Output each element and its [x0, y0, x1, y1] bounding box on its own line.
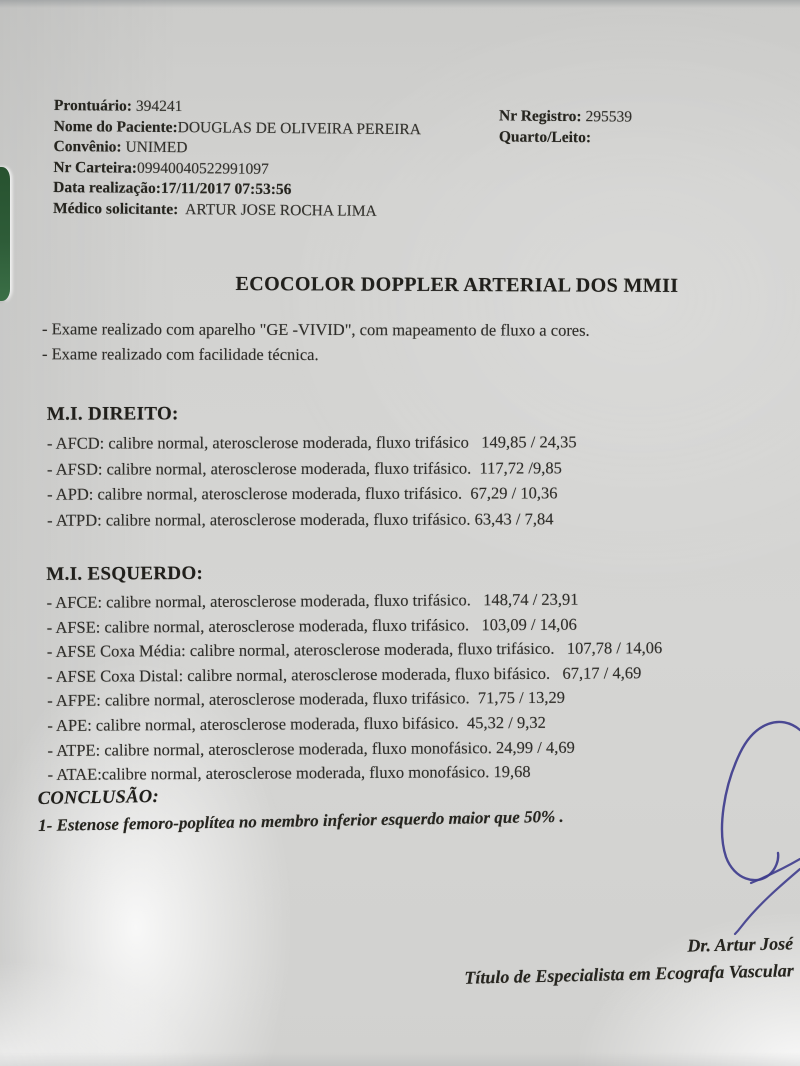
section-heading-direito: M.I. DIREITO: — [46, 403, 179, 425]
field-label: Quarto/Leito: — [498, 128, 592, 147]
signature-block — [464, 930, 795, 990]
field-value: 394241 — [131, 97, 183, 116]
exam-note-line: - Exame realizado com aparelho "GE -VIVID", com mapeamento de fluxo a cores. — [42, 319, 590, 340]
section-mi-esquerdo — [46, 560, 663, 788]
field-label: Prontuário: — [53, 96, 133, 115]
conclusion-line: 1- Estenose femoro-poplítea no membro inferior esquerdo maior que 50% . — [38, 806, 564, 835]
field-medico-solicitante — [53, 199, 420, 223]
signature-doctor-name: Dr. Artur José — [687, 933, 794, 956]
section-mi-direito — [47, 402, 577, 533]
artery-finding-line: - AFPE: calibre normal, aterosclerose moderada, fluxo trifásico. 71,75 / 13,29 — [47, 688, 565, 711]
patient-info-block — [53, 96, 421, 223]
field-quarto-leito — [499, 126, 632, 148]
field-convenio — [53, 137, 420, 161]
exam-notes — [42, 317, 590, 367]
artery-finding-line: - ATAE:calibre normal, aterosclerose moderada, fluxo monofásico. 19,68 — [47, 762, 531, 785]
conclusion-heading: CONCLUSÃO: — [37, 786, 160, 810]
pen-signature-icon — [665, 706, 800, 941]
findings-esquerdo — [46, 587, 663, 788]
field-value: UNIMED — [121, 138, 188, 157]
field-prontuario — [54, 96, 421, 120]
field-value: ARTUR JOSE ROCHA LIMA — [178, 201, 377, 220]
field-nr-registro — [499, 105, 632, 127]
field-value: 17/11/2017 07:53:56 — [160, 180, 292, 199]
field-label: Nr Carteira: — [53, 158, 138, 177]
conclusion-block — [38, 780, 564, 838]
artery-finding-line: - AFSD: calibre normal, aterosclerose moderada, fluxo trifásico. 117,72 /9,85 — [46, 457, 562, 479]
field-value: 295539 — [581, 108, 633, 126]
field-label: Convênio: — [53, 138, 122, 156]
artery-finding-line: - AFCE: calibre normal, aterosclerose moderada, fluxo trifásico. 148,74 / 23,91 — [46, 589, 579, 612]
artery-finding-line: - AFSE: calibre normal, aterosclerose moderada, fluxo trifásico. 103,09 / 14,06 — [46, 614, 577, 637]
field-label: Médico solicitante: — [52, 199, 179, 219]
conclusion-items — [38, 804, 564, 838]
section-heading-esquerdo: M.I. ESQUERDO: — [46, 562, 204, 585]
findings-direito — [47, 429, 577, 533]
signature-doctor-title: Título de Especialista em Ecografa Vascular — [464, 959, 795, 988]
report-title: ECOCOLOR DOPPLER ARTERIAL DOS MMII — [235, 273, 679, 297]
artery-finding-line: - AFSE Coxa Distal: calibre normal, aterosclerose moderada, fluxo bifásico. 67,17 / 4,69 — [46, 663, 642, 686]
field-label: Nome do Paciente: — [53, 117, 178, 136]
field-value: DOUGLAS DE OLIVEIRA PEREIRA — [177, 118, 422, 138]
exam-note-line: - Exame realizado com facilidade técnica. — [41, 343, 319, 364]
field-label: Data realização: — [53, 179, 162, 198]
artery-finding-line: - APE: calibre normal, aterosclerose moderada, fluxo bifásico. 45,32 / 9,32 — [47, 712, 546, 735]
field-value: 09940040522991097 — [136, 159, 269, 178]
artery-finding-line: - APD: calibre normal, aterosclerose moderada, fluxo trifásico. 67,29 / 10,36 — [47, 483, 558, 504]
artery-finding-line: - AFSE Coxa Média: calibre normal, aterosclerose moderada, fluxo trifásico. 107,78 / 14,06 — [46, 638, 663, 662]
field-label: Nr Registro: — [499, 107, 582, 126]
artery-finding-line: - AFCD: calibre normal, aterosclerose moderada, fluxo trifásico 149,85 / 24,35 — [46, 432, 577, 453]
artery-finding-line: - ATPD: calibre normal, aterosclerose moderada, fluxo trifásico. 63,43 / 7,84 — [47, 509, 554, 530]
registry-info-block — [499, 105, 632, 148]
artery-finding-line: - ATPE: calibre normal, aterosclerose moderada, fluxo monofásico. 24,99 / 4,69 — [47, 737, 575, 760]
